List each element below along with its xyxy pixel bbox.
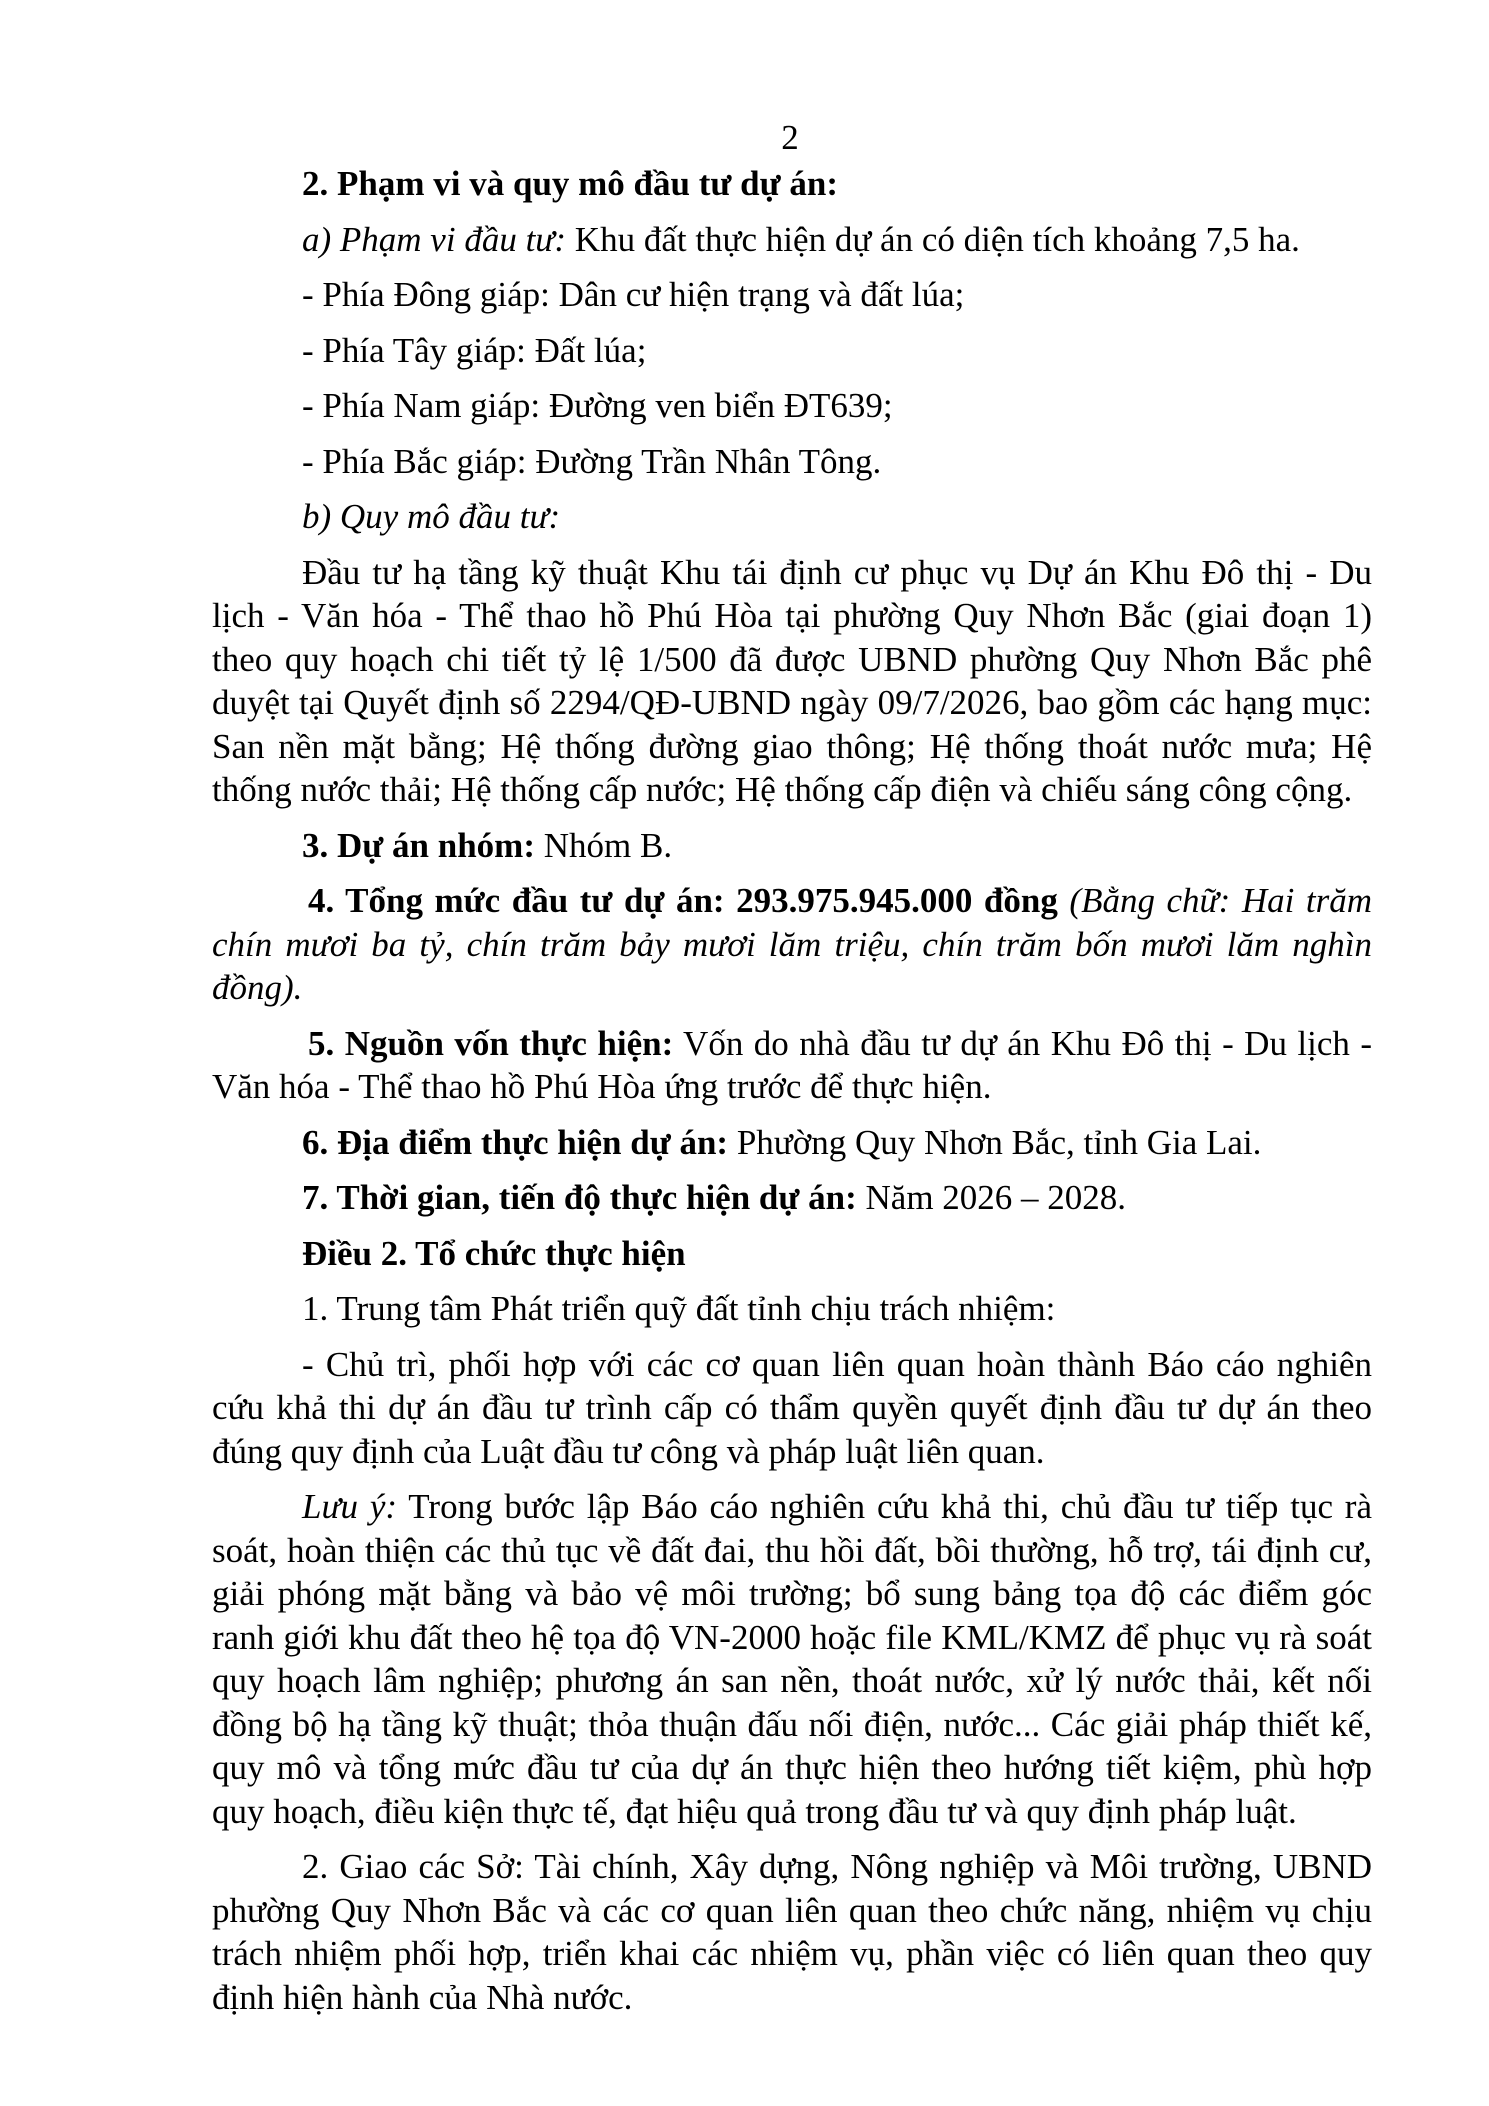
section-2-heading: 2. Phạm vi và quy mô đầu tư dự án: xyxy=(302,164,838,203)
article-2-item-1: 1. Trung tâm Phát triển quỹ đất tỉnh chịu trách nhiệm: xyxy=(302,1289,1056,1328)
section-4 xyxy=(212,879,1372,1010)
total-investment: 4. Tổng mức đầu tư dự án: 293.975.945.000 đồng xyxy=(308,881,1058,920)
border-east: - Phía Đông giáp: Dân cư hiện trạng và đất lúa; xyxy=(302,275,965,314)
document-body xyxy=(212,162,1372,2031)
scope-paragraph xyxy=(212,218,1372,262)
note-label: Lưu ý: xyxy=(302,1487,398,1526)
section-5: 5. Nguồn vốn thực hiện: Vốn do nhà đầu tư dự án Khu Đô thị - Du lịch - Văn hóa - Thể thao hồ Phú Hòa ứng trước để thực hiện. xyxy=(212,1023,1372,1106)
note-paragraph: Lưu ý: Trong bước lập Báo cáo nghiên cứu khả thi, chủ đầu tư tiếp tục rà soát, hoàn thiện các thủ tục về đất đai, thu hồi đất, bồi thường, hỗ trợ, tái định cư, giải phóng mặt bằng và bảo vệ môi trường; bổ sung bảng tọa độ các điểm góc ranh giới khu đất theo hệ tọa độ VN-2000 hoặc file KML/KMZ để phục vụ rà soát quy hoạch lâm nghiệp; phương án san nền, thoát nước, xử lý nước thải, kết nối đồng bộ hạ tầng kỹ thuật; thỏa thuận đấu nối điện, nước... Các giải pháp thiết kế, quy mô và tổng mức đầu tư của dự án thực hiện theo hướng tiết kiệm, phù hợp quy hoạch, điều kiện thực tế, đạt hiệu quả trong đầu tư và quy định pháp luật. xyxy=(212,1487,1372,1831)
border-west: - Phía Tây giáp: Đất lúa; xyxy=(302,330,647,370)
section-3: 3. Dự án nhóm: Nhóm B. xyxy=(302,825,673,865)
article-2-heading: Điều 2. Tổ chức thực hiện xyxy=(302,1233,686,1273)
scope-text: Khu đất thực hiện dự án có diện tích khoảng 7,5 ha. xyxy=(566,219,1300,259)
section-6: 6. Địa điểm thực hiện dự án: Phường Quy Nhơn Bắc, tỉnh Gia Lai. xyxy=(302,1122,1262,1162)
page-number: 2 xyxy=(781,118,799,157)
article-2-item-1-task: - Chủ trì, phối hợp với các cơ quan liên quan hoàn thành Báo cáo nghiên cứu khả thi dự án đầu tư trình cấp có thẩm quyền quyết định đầu tư dự án theo đúng quy định của Luật đầu tư công và pháp luật liên quan. xyxy=(212,1344,1372,1471)
section-7: 7. Thời gian, tiến độ thực hiện dự án: Năm 2026 – 2028. xyxy=(302,1178,1127,1217)
total-investment-in-words: (Bằng chữ: Hai trăm chín mươi ba tỷ, chín trăm bảy mươi lăm triệu, chín trăm bốn mươi lăm nghìn đồng). xyxy=(212,881,1373,1007)
scale-label: b) Quy mô đầu tư: xyxy=(302,497,561,536)
border-north: - Phía Bắc giáp: Đường Trần Nhân Tông. xyxy=(302,441,882,481)
scope-label: a) Phạm vi đầu tư: xyxy=(302,219,567,259)
border-south: - Phía Nam giáp: Đường ven biển ĐT639; xyxy=(302,386,893,425)
article-2-item-2: 2. Giao các Sở: Tài chính, Xây dựng, Nông nghiệp và Môi trường, UBND phường Quy Nhơn Bắc và các cơ quan liên quan theo chức năng, nhiệm vụ chịu trách nhiệm phối hợp, triển khai các nhiệm vụ, phần việc có liên quan theo quy định hiện hành của Nhà nước. xyxy=(212,1847,1372,2017)
scale-paragraph: Đầu tư hạ tầng kỹ thuật Khu tái định cư phục vụ Dự án Khu Đô thị - Du lịch - Văn hóa - Thể thao hồ Phú Hòa tại phường Quy Nhơn Bắc (giai đoạn 1) theo quy hoạch chi tiết tỷ lệ 1/500 đã được UBND phường Quy Nhơn Bắc phê duyệt tại Quyết định số 2294/QĐ-UBND ngày 09/7/2026, bao gồm các hạng mục: San nền mặt bằng; Hệ thống đường giao thông; Hệ thống thoát nước mưa; Hệ thống nước thải; Hệ thống cấp nước; Hệ thống cấp điện và chiếu sáng công cộng. xyxy=(212,552,1372,809)
